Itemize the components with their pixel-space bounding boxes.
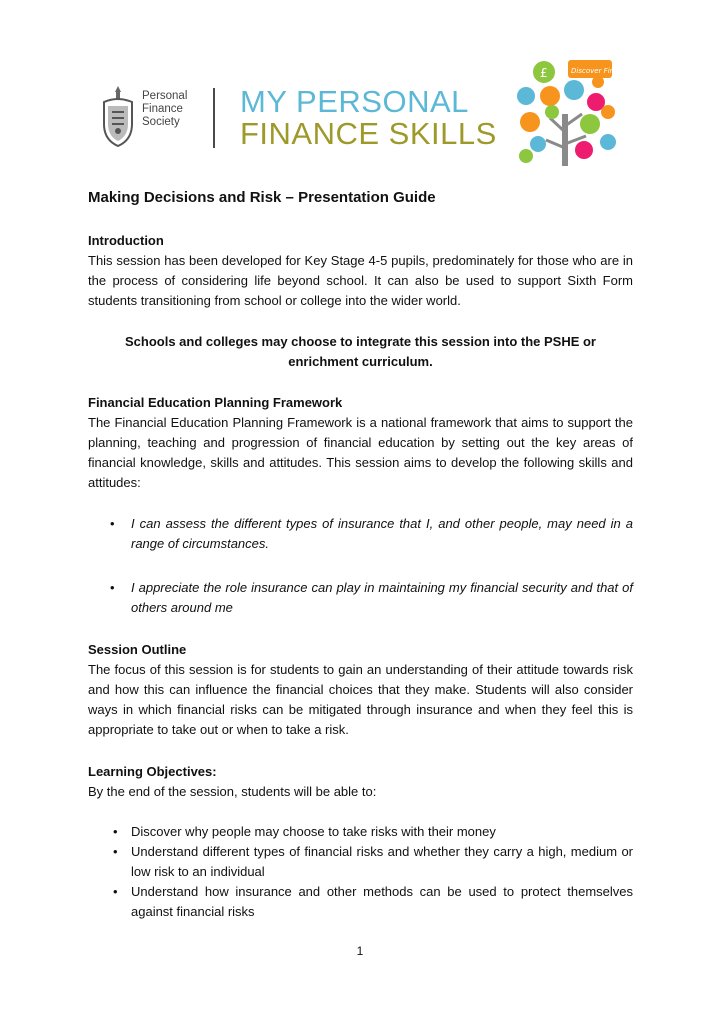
bullet-icon: • xyxy=(113,884,118,899)
objectives-list xyxy=(88,822,633,922)
introduction-section xyxy=(88,231,633,311)
list-item-text: Understand how insurance and other methods can be used to protect themselves against financial risks xyxy=(131,884,633,919)
section-paragraph: This session has been developed for Key Stage 4-5 pupils, predominately for those who are in the process of considering life beyond school. It can also be used to support Sixth Form students transitioning from school or college into the wider world. xyxy=(88,253,633,308)
learning-objectives-section xyxy=(88,762,633,802)
tree-badge-text: Discover Finance xyxy=(571,67,631,75)
svg-text:£: £ xyxy=(540,66,548,80)
pfs-word: Society xyxy=(142,116,180,128)
brand-title-line2: FINANCE SKILLS xyxy=(240,116,497,151)
framework-section xyxy=(88,393,633,493)
page-number: 1 xyxy=(356,944,364,958)
pfs-word: Finance xyxy=(142,103,183,115)
list-item xyxy=(88,842,633,882)
session-outline-section xyxy=(88,640,633,740)
list-item-text: I appreciate the role insurance can play in maintaining my financial security and that of others around me xyxy=(131,580,633,615)
bullet-icon: • xyxy=(113,824,118,839)
section-paragraph: The focus of this session is for students to gain an understanding of their attitude towards risk and how this can influence the financial choices that they make. Students will also consider ways in which financial risks can be mitigated through insurance and when they feel this is appropriate to take out or when to take a risk. xyxy=(88,662,633,737)
bullet-icon: • xyxy=(113,844,118,859)
section-heading: Introduction xyxy=(88,233,164,248)
list-item-text: Discover why people may choose to take risks with their money xyxy=(131,824,496,839)
list-item xyxy=(88,882,633,922)
list-item xyxy=(88,578,633,618)
logo-divider xyxy=(213,88,215,148)
section-paragraph: The Financial Education Planning Framework is a national framework that aims to support the planning, teaching and progression of financial education by setting out the key areas of financial knowledge, skills and attitudes. This session aims to develop the following skills and attitudes: xyxy=(88,415,633,490)
pfs-crest-logo xyxy=(100,84,136,150)
money-tree-logo xyxy=(510,52,631,170)
list-item-text: Understand different types of financial risks and whether they carry a high, medium or low risk to an individual xyxy=(131,844,633,879)
brand-title-line1: MY PERSONAL xyxy=(240,84,469,119)
section-paragraph: By the end of the session, students will be able to: xyxy=(88,784,377,799)
list-item-text: I can assess the different types of insurance that I, and other people, may need in a range of circumstances. xyxy=(131,516,633,551)
section-heading: Financial Education Planning Framework xyxy=(88,395,343,410)
list-item xyxy=(88,514,633,554)
framework-bullet-list xyxy=(88,578,633,618)
framework-bullet-list xyxy=(88,514,633,554)
callout-note: Schools and colleges may choose to integrate this session into the PSHE or enrichment curriculum. xyxy=(125,334,596,369)
document-header xyxy=(0,0,720,180)
pfs-wordmark xyxy=(142,90,212,129)
pfs-word: Personal xyxy=(142,90,188,102)
document-title: Making Decisions and Risk – Presentation Guide xyxy=(88,189,436,206)
bullet-icon: • xyxy=(110,516,115,531)
bullet-icon: • xyxy=(110,580,115,595)
section-heading: Session Outline xyxy=(88,642,187,657)
list-item xyxy=(88,822,633,842)
section-heading: Learning Objectives: xyxy=(88,764,217,779)
